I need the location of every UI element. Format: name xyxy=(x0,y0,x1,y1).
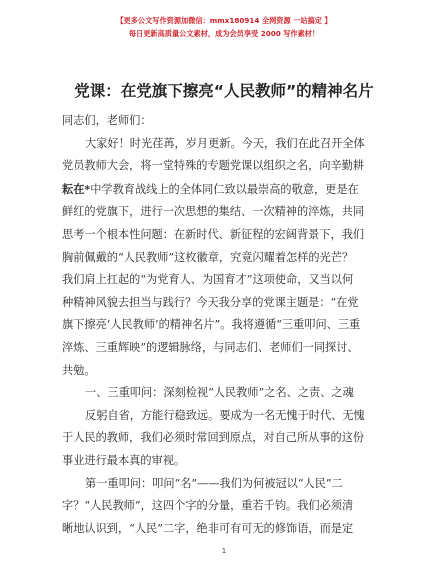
greeting: 同志们，老师们： xyxy=(62,114,152,127)
page-number: 1 xyxy=(221,547,227,555)
document-body xyxy=(62,110,392,540)
promo-banner xyxy=(0,14,448,40)
paragraph-3 xyxy=(62,473,392,541)
paragraph-1 xyxy=(62,133,392,383)
text-line: 鲜红的党旗下，进行一次思想的集结、一次精神的淬炼，共同 xyxy=(62,205,365,219)
text-line: 思考一个根本性问题：在新时代、新征程的宏阔背景下，我们 xyxy=(62,227,365,241)
section-heading-1: 一、三重叩问：深刻检视“人民教师”之名、之责、之魂 xyxy=(85,386,354,400)
text-line: 我们肩上扛起的“为党育人、为国育才”这项使命，又当以何 xyxy=(62,273,354,287)
text-line: 大家好！时光荏苒，岁月更新。今天，我们在此召开全体 xyxy=(85,136,365,150)
text-line: 胸前佩戴的“人民教师”这枚徽章，究竟闪耀着怎样的光芒？ xyxy=(62,250,354,264)
text-line: 晰地认识到，“人民”二字，绝非可有可无的修饰语，而是定 xyxy=(62,521,354,535)
text-line: 淬炼、三重辉映”的逻辑脉络，与同志们、老师们一同探讨、 xyxy=(62,340,359,354)
document-title: 党课：在党旗下擦亮“人民教师”的精神名片 xyxy=(74,82,374,100)
banner-line-2: 每日更新高质量公文素材，成为会员享受 2000 写作素材！ xyxy=(128,29,320,38)
text-line: 字？“人民教师”，这四个字的分量，重若千钧。我们必须清 xyxy=(62,499,354,513)
bold-text: 耘在* xyxy=(62,181,91,196)
text-line: 于人民的教师，我们必须时常回到原点，对自己所从事的这份 xyxy=(62,431,365,445)
text-line: 党员教师大会，将一堂特殊的专题党课以组织之名，向辛勤耕 xyxy=(62,159,365,173)
banner-line-1: 【更多公文写作资源加微信：mmx180914 全网资源 一站搞定 】 xyxy=(116,16,332,25)
text-line: 反躬自省，方能行稳致远。要成为一名无愧于时代、无愧 xyxy=(85,408,365,422)
paragraph-2 xyxy=(62,405,392,473)
text-line: 事业进行最本真的审视。 xyxy=(62,453,186,467)
text-line: 种精神风貌去担当与践行？今天我分享的党课主题是：“在党 xyxy=(62,295,359,309)
text-line: 第一重叩问：叩问“名”——我们为何被冠以“人民”二 xyxy=(85,476,343,490)
text-line: 共勉。 xyxy=(62,363,96,377)
text-line: 旗下擦亮‘人民教师’的精神名片”。我将遵循“三重叩问、三重 xyxy=(62,318,361,332)
text-line xyxy=(62,178,392,202)
text-segment: 中学教育战线上的全体同仁致以最崇高的敬意，更是在 xyxy=(90,182,359,196)
